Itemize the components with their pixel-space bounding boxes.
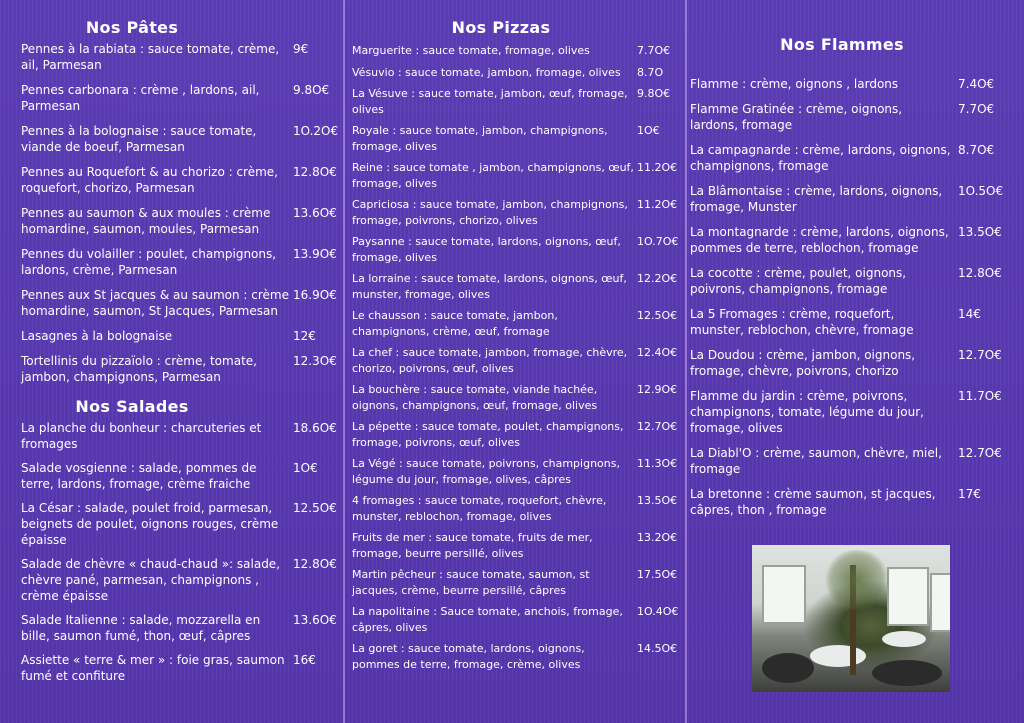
flammes-item <box>690 486 1024 518</box>
pizzas-item <box>352 493 685 524</box>
item-price: 7.7O€ <box>958 102 995 116</box>
item-description: Assiette « terre & mer » : foie gras, saumon fumé et confiture <box>21 653 285 683</box>
item-price: 1O€ <box>637 124 660 137</box>
item-price: 11.2O€ <box>637 161 678 174</box>
pates-item <box>21 287 343 319</box>
salades-item <box>21 652 343 684</box>
item-price: 1O.7O€ <box>637 235 679 248</box>
item-price: 12.5O€ <box>637 309 678 322</box>
item-description: Vésuvio : sauce tomate, jambon, fromage, olives <box>352 65 621 79</box>
item-description: Pennes à la bolognaise : sauce tomate, viande de boeuf, Parmesan <box>21 124 257 154</box>
item-price: 1O€ <box>293 461 318 475</box>
item-price: 1O.5O€ <box>958 184 1004 198</box>
flammes-item <box>690 142 1024 174</box>
section-title-salades: Nos Salades <box>75 397 189 416</box>
item-price: 12.7O€ <box>637 420 678 433</box>
item-price: 13.5O€ <box>958 225 1002 239</box>
item-description: La goret : sauce tomate, lardons, oignons, pommes de terre, fromage, crème, olives <box>352 642 585 671</box>
item-description: La cocotte : crème, poulet, oignons, poivrons, champignons, fromage <box>690 266 907 296</box>
item-price: 12.2O€ <box>637 272 678 285</box>
item-price: 7.4O€ <box>958 77 995 91</box>
pizzas-item <box>352 530 685 561</box>
item-price: 12.5O€ <box>293 501 337 515</box>
flammes-item <box>690 76 1024 92</box>
restaurant-photo <box>752 545 950 692</box>
item-description: Flamme Gratinée : crème, oignons, lardons, fromage <box>690 102 903 132</box>
pizzas-item <box>352 382 685 413</box>
item-description: Flamme : crème, oignons , lardons <box>690 77 899 91</box>
item-price: 12.7O€ <box>958 348 1002 362</box>
section-title-flammes: Nos Flammes <box>780 35 904 54</box>
pizzas-item <box>352 567 685 598</box>
pizzas-item <box>352 123 685 154</box>
item-description: Tortellinis du pizzaïolo : crème, tomate, jambon, champignons, Parmesan <box>21 354 257 384</box>
pizzas-item <box>352 43 685 59</box>
item-price: 12.3O€ <box>293 354 337 368</box>
item-description: La César : salade, poulet froid, parmesan, beignets de poulet, oignons rouges, crème épaisse <box>21 501 279 547</box>
item-description: La Doudou : crème, jambon, oignons, fromage, chèvre, poivrons, chorizo <box>690 348 916 378</box>
pizzas-item <box>352 345 685 376</box>
pates-item <box>21 353 343 385</box>
item-description: La pépette : sauce tomate, poulet, champignons, fromage, poivrons, œuf, olives <box>352 420 624 449</box>
item-description: Martin pêcheur : sauce tomate, saumon, st jacques, crème, beurre persillé, câpres <box>352 568 590 597</box>
pates-list <box>21 41 343 385</box>
item-description: La montagnarde : crème, lardons, oignons, pommes de terre, reblochon, fromage <box>690 225 949 255</box>
item-price: 11.2O€ <box>637 198 678 211</box>
item-price: 9.8O€ <box>637 87 671 100</box>
item-description: La 5 Fromages : crème, roquefort, munster, reblochon, chèvre, fromage <box>690 307 914 337</box>
item-price: 13.2O€ <box>637 531 678 544</box>
pates-item <box>21 205 343 237</box>
salades-item <box>21 460 343 492</box>
pates-item <box>21 82 343 114</box>
item-description: La Diabl'O : crème, saumon, chèvre, miel, fromage <box>690 446 942 476</box>
item-description: La bretonne : crème saumon, st jacques, câpres, thon , fromage <box>690 487 936 517</box>
pates-item <box>21 328 343 344</box>
pizzas-item <box>352 86 685 117</box>
item-description: La chef : sauce tomate, jambon, fromage, chèvre, chorizo, poivrons, œuf, olives <box>352 346 628 375</box>
pizzas-item <box>352 641 685 672</box>
flammes-item <box>690 183 1024 215</box>
pizzas-list <box>352 43 685 672</box>
salades-item <box>21 612 343 644</box>
item-description: Le chausson : sauce tomate, jambon, champignons, crème, œuf, fromage <box>352 309 558 338</box>
flammes-item <box>690 265 1024 297</box>
item-price: 8.7O <box>637 65 664 79</box>
item-description: La lorraine : sauce tomate, lardons, oignons, œuf, munster, fromage, olives <box>352 272 627 301</box>
pizzas-item <box>352 456 685 487</box>
item-price: 13.6O€ <box>293 613 337 627</box>
item-price: 12.4O€ <box>637 346 678 359</box>
item-price: 12.8O€ <box>958 266 1002 280</box>
flammes-list <box>690 76 1024 518</box>
pizzas-item <box>352 65 685 81</box>
item-description: La napolitaine : Sauce tomate, anchois, fromage, câpres, olives <box>352 605 623 634</box>
item-description: Reine : sauce tomate , jambon, champignons, œuf, fromage, olives <box>352 161 634 190</box>
flammes-item <box>690 445 1024 477</box>
pizzas-item <box>352 419 685 450</box>
item-price: 8.7O€ <box>958 143 995 157</box>
item-price: 13.6O€ <box>293 206 337 220</box>
item-description: Pennes au saumon & aux moules : crème homardine, saumon, moules, Parmesan <box>21 206 271 236</box>
item-price: 1O.2O€ <box>293 124 339 138</box>
item-price: 16€ <box>293 653 316 667</box>
item-price: 14€ <box>958 307 981 321</box>
item-description: Salade Italienne : salade, mozzarella en bille, saumon fumé, thon, œuf, câpres <box>21 613 261 643</box>
flammes-item <box>690 388 1024 436</box>
salades-item <box>21 500 343 548</box>
item-description: Pennes carbonara : crème , lardons, ail, Parmesan <box>21 83 260 113</box>
pizzas-item <box>352 308 685 339</box>
item-description: Pennes aux St jacques & au saumon : crème homardine, saumon, St Jacques, Parmesan <box>21 288 290 318</box>
item-price: 1O.4O€ <box>637 605 679 618</box>
item-description: Pennes à la rabiata : sauce tomate, crème, ail, Parmesan <box>21 42 280 72</box>
item-description: Capriciosa : sauce tomate, jambon, champignons, fromage, poivrons, chorizo, olives <box>352 198 628 227</box>
item-description: La planche du bonheur : charcuteries et fromages <box>21 421 262 451</box>
item-description: 4 fromages : sauce tomate, roquefort, chèvre, munster, reblochon, fromage, olives <box>352 494 607 523</box>
salades-item <box>21 556 343 604</box>
section-title-pizzas: Nos Pizzas <box>451 18 551 37</box>
item-price: 13.5O€ <box>637 494 678 507</box>
item-description: La Blâmontaise : crème, lardons, oignons, fromage, Munster <box>690 184 943 214</box>
item-description: La Végé : sauce tomate, poivrons, champignons, légume du jour, fromage, olives, câpres <box>352 457 620 486</box>
item-price: 9€ <box>293 42 309 56</box>
item-price: 12.7O€ <box>958 446 1002 460</box>
item-price: 9.8O€ <box>293 83 330 97</box>
salades-list <box>21 420 343 684</box>
pates-item <box>21 164 343 196</box>
pates-item <box>21 123 343 155</box>
item-description: Lasagnes à la bolognaise <box>21 329 173 343</box>
item-description: Paysanne : sauce tomate, lardons, oignons, œuf, fromage, olives <box>352 235 621 264</box>
item-price: 11.7O€ <box>958 389 1002 403</box>
pizzas-item <box>352 234 685 265</box>
item-description: Salade vosgienne : salade, pommes de terre, lardons, fromage, crème fraiche <box>21 461 257 491</box>
section-title-pates: Nos Pâtes <box>85 18 179 37</box>
pizzas-item <box>352 197 685 228</box>
pizzas-item <box>352 160 685 191</box>
item-price: 14.5O€ <box>637 642 678 655</box>
flammes-item <box>690 347 1024 379</box>
item-price: 13.9O€ <box>293 247 337 261</box>
item-description: Marguerite : sauce tomate, fromage, olives <box>352 44 590 57</box>
item-price: 12.8O€ <box>293 165 337 179</box>
item-price: 12.9O€ <box>637 383 678 396</box>
salades-item <box>21 420 343 452</box>
flammes-item <box>690 306 1024 338</box>
item-description: La bouchère : sauce tomate, viande hachée, oignons, champignons, œuf, fromage, olives <box>352 383 598 412</box>
item-price: 12€ <box>293 329 316 343</box>
item-description: Flamme du jardin : crème, poivrons, champignons, tomate, légume du jour, fromage, olives <box>690 389 924 435</box>
item-description: La campagnarde : crème, lardons, oignons, champignons, fromage <box>690 143 951 173</box>
item-price: 18.6O€ <box>293 421 337 435</box>
item-price: 17.5O€ <box>637 568 678 581</box>
pates-item <box>21 41 343 73</box>
item-price: 12.8O€ <box>293 557 337 571</box>
item-description: Royale : sauce tomate, jambon, champignons, fromage, olives <box>352 124 608 153</box>
pizzas-item <box>352 271 685 302</box>
column-middle <box>345 0 685 723</box>
item-description: La Vésuve : sauce tomate, jambon, œuf, fromage, olives <box>352 87 628 116</box>
pizzas-item <box>352 604 685 635</box>
flammes-item <box>690 224 1024 256</box>
item-price: 16.9O€ <box>293 288 337 302</box>
item-price: 7.7O€ <box>637 44 671 57</box>
item-description: Pennes du volailler : poulet, champignons, lardons, crème, Parmesan <box>21 247 277 277</box>
column-left <box>0 0 343 723</box>
item-price: 17€ <box>958 487 981 501</box>
item-price: 11.3O€ <box>637 457 678 470</box>
item-description: Salade de chèvre « chaud-chaud »: salade, chèvre pané, parmesan, champignons , crème épaisse <box>21 557 281 603</box>
pates-item <box>21 246 343 278</box>
flammes-item <box>690 101 1024 133</box>
item-description: Fruits de mer : sauce tomate, fruits de mer, fromage, beurre persillé, olives <box>352 531 593 560</box>
item-description: Pennes au Roquefort & au chorizo : crème, roquefort, chorizo, Parmesan <box>21 165 278 195</box>
